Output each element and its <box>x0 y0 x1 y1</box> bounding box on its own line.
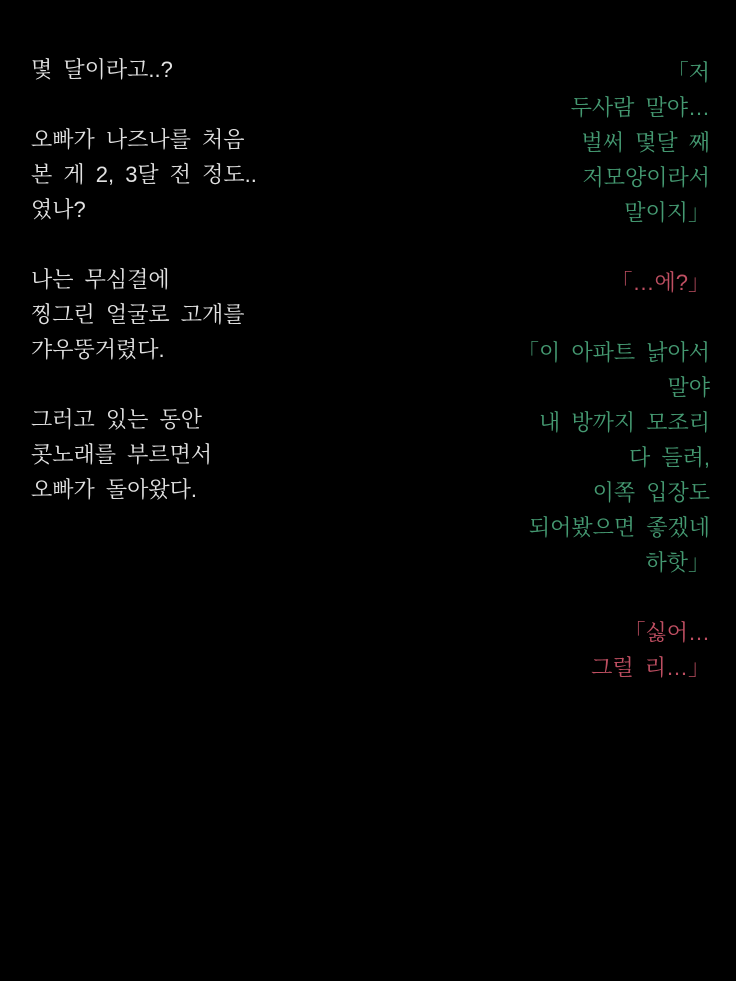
dialogue-line: 두사람 말야… <box>570 95 710 120</box>
narration-line: 몇 달이라고..? <box>31 57 173 82</box>
narration-line: 였나? <box>31 197 86 222</box>
dialogue-line: 말야 <box>667 375 710 400</box>
dialogue-line: 「저 <box>666 60 710 85</box>
narration-paragraph <box>31 52 421 87</box>
narration-line: 그러고 있는 동안 <box>31 407 202 432</box>
narration-line: 갸우뚱거렸다. <box>31 337 165 362</box>
narration-line: 본 게 2, 3달 전 정도.. <box>31 162 257 187</box>
dialogue-line: 하핫」 <box>645 550 710 575</box>
narration-paragraph <box>31 122 421 227</box>
narration-line: 콧노래를 부르면서 <box>31 442 213 467</box>
dialogue-line: 내 방까지 모조리 <box>539 410 710 435</box>
dialogue-line: 벌써 몇달 째 <box>581 130 710 155</box>
narration-line: 나는 무심결에 <box>31 267 170 292</box>
dialogue-line: 다 들려, <box>629 445 710 470</box>
dialogue-line: 되어봤으면 좋겠네 <box>528 515 710 540</box>
dialogue-line: 「…에?」 <box>610 270 710 295</box>
dialogue-line: 말이지」 <box>624 200 710 225</box>
dialogue-line: 「이 아파트 낡아서 <box>517 340 710 365</box>
narration-paragraph <box>31 402 421 507</box>
narration-line: 오빠가 돌아왔다. <box>31 477 197 502</box>
dialogue-block-green-1 <box>380 55 710 230</box>
dialogue-block-green-2 <box>380 335 710 580</box>
dialogue-line: 저모양이라서 <box>582 165 710 190</box>
narration-line: 찡그린 얼굴로 고개를 <box>31 302 245 327</box>
dialogue-block-red-2 <box>380 615 710 685</box>
narration-column <box>31 52 421 507</box>
dialogue-line: 「싫어… <box>623 620 710 645</box>
narration-paragraph <box>31 262 421 367</box>
narration-line: 오빠가 나즈나를 처음 <box>31 127 245 152</box>
dialogue-column <box>380 55 710 685</box>
dialogue-block-red-1 <box>380 265 710 300</box>
dialogue-line: 그럴 리…」 <box>591 655 710 680</box>
dialogue-line: 이쪽 입장도 <box>592 480 710 505</box>
